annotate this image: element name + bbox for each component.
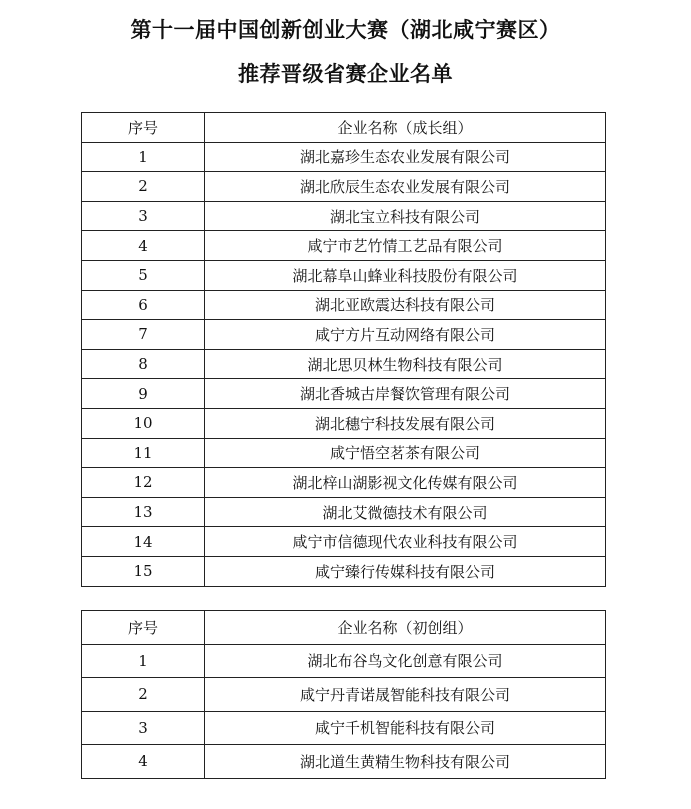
table-row [82,379,606,409]
company-name-cell: 湖北艾微德技术有限公司 [205,497,606,527]
serial-number-cell: 4 [82,745,205,779]
company-name-header: 企业名称（初创组） [205,611,606,645]
table-row [82,349,606,379]
company-name-header: 企业名称（成长组） [205,113,606,143]
table-header-row [82,113,606,143]
company-name-cell: 咸宁臻行传媒科技有限公司 [205,556,606,586]
serial-number-cell: 5 [82,260,205,290]
serial-number-cell: 8 [82,349,205,379]
company-name-cell: 湖北穗宁科技发展有限公司 [205,408,606,438]
company-name-cell: 咸宁市艺竹情工艺品有限公司 [205,231,606,261]
company-name-cell: 湖北香城古岸餐饮管理有限公司 [205,379,606,409]
table-row [82,320,606,350]
table-row [82,438,606,468]
serial-number-cell: 15 [82,556,205,586]
serial-number-cell: 3 [82,201,205,231]
table-row [82,497,606,527]
company-name-cell: 湖北幕阜山蜂业科技股份有限公司 [205,260,606,290]
table-row [82,678,606,712]
company-name-cell: 咸宁悟空茗茶有限公司 [205,438,606,468]
company-name-cell: 咸宁方片互动网络有限公司 [205,320,606,350]
company-name-cell: 湖北道生黄精生物科技有限公司 [205,745,606,779]
serial-number-cell: 1 [82,142,205,172]
serial-number-cell: 4 [82,231,205,261]
company-name-cell: 湖北梓山湖影视文化传媒有限公司 [205,468,606,498]
company-name-cell: 咸宁千机智能科技有限公司 [205,711,606,745]
serial-number-cell: 9 [82,379,205,409]
company-name-cell: 湖北嘉珍生态农业发展有限公司 [205,142,606,172]
company-name-cell: 湖北欣辰生态农业发展有限公司 [205,172,606,202]
serial-number-cell: 13 [82,497,205,527]
table-row [82,745,606,779]
table-header-row [82,611,606,645]
company-name-cell: 湖北思贝林生物科技有限公司 [205,349,606,379]
serial-number-header: 序号 [82,611,205,645]
table-row [82,711,606,745]
serial-number-cell: 2 [82,172,205,202]
company-name-cell: 湖北亚欧震达科技有限公司 [205,290,606,320]
startup-group-table [81,610,606,779]
table-row [82,556,606,586]
company-name-cell: 湖北宝立科技有限公司 [205,201,606,231]
table-row [82,260,606,290]
serial-number-cell: 6 [82,290,205,320]
company-name-cell: 咸宁丹青诺晟智能科技有限公司 [205,678,606,712]
table-row [82,468,606,498]
table-row [82,527,606,557]
table-row [82,142,606,172]
company-name-cell: 咸宁市信德现代农业科技有限公司 [205,527,606,557]
serial-number-cell: 14 [82,527,205,557]
serial-number-cell: 10 [82,408,205,438]
serial-number-cell: 12 [82,468,205,498]
serial-number-cell: 3 [82,711,205,745]
table-row [82,290,606,320]
table-row [82,172,606,202]
table-row [82,201,606,231]
company-name-cell: 湖北布谷鸟文化创意有限公司 [205,644,606,678]
serial-number-cell: 7 [82,320,205,350]
serial-number-cell: 11 [82,438,205,468]
serial-number-cell: 2 [82,678,205,712]
table-row [82,231,606,261]
table-row [82,408,606,438]
serial-number-cell: 1 [82,644,205,678]
document-subtitle: 推荐晋级省赛企业名单 [238,62,453,86]
serial-number-header: 序号 [82,113,205,143]
document-title: 第十一届中国创新创业大赛（湖北咸宁赛区） [130,18,561,42]
growth-group-table [81,112,606,587]
table-row [82,644,606,678]
